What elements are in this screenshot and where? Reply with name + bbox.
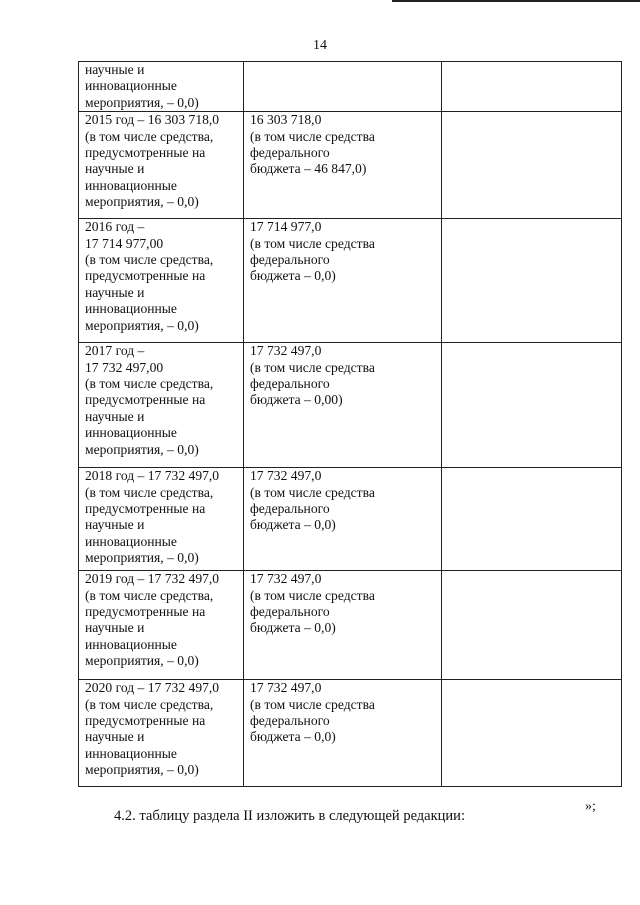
cell-total-funding: 2016 год – 17 714 977,00 (в том числе средства, предусмотренные на научные и инновационные мероприятия, – 0,0) xyxy=(79,219,244,343)
cell-federal-funding: 17 732 497,0 (в том числе средства федерального бюджета – 0,0) xyxy=(244,468,442,571)
cell-total-funding: 2017 год – 17 732 497,00 (в том числе средства, предусмотренные на научные и инновационные мероприятия, – 0,0) xyxy=(79,343,244,468)
table-row xyxy=(79,343,622,468)
top-edge-line xyxy=(392,0,640,2)
table-row xyxy=(79,219,622,343)
instruction-paragraph: 4.2. таблицу раздела II изложить в следующей редакции: xyxy=(114,808,465,824)
cell-federal-funding: 17 732 497,0 (в том числе средства федерального бюджета – 0,00) xyxy=(244,343,442,468)
cell-federal-funding: 17 714 977,0 (в том числе средства федерального бюджета – 0,0) xyxy=(244,219,442,343)
table-row xyxy=(79,680,622,787)
cell-empty xyxy=(442,571,622,680)
table-row xyxy=(79,112,622,219)
cell-empty xyxy=(442,343,622,468)
cell-federal-funding: 16 303 718,0 (в том числе средства федерального бюджета – 46 847,0) xyxy=(244,112,442,219)
cell-total-funding: 2018 год – 17 732 497,0 (в том числе средства, предусмотренные на научные и инновационные мероприятия, – 0,0) xyxy=(79,468,244,571)
cell-federal-funding: 17 732 497,0 (в том числе средства федерального бюджета – 0,0) xyxy=(244,571,442,680)
table-row xyxy=(79,62,622,112)
cell-empty xyxy=(442,468,622,571)
cell-empty xyxy=(442,219,622,343)
cell-total-funding: 2019 год – 17 732 497,0 (в том числе средства, предусмотренные на научные и инновационные мероприятия, – 0,0) xyxy=(79,571,244,680)
cell-total-funding: 2015 год – 16 303 718,0 (в том числе средства, предусмотренные на научные и инновационные мероприятия, – 0,0) xyxy=(79,112,244,219)
table-row xyxy=(79,468,622,571)
cell-total-funding: научные и инновационные мероприятия, – 0,0) xyxy=(79,62,244,112)
cell-federal-funding: 17 732 497,0 (в том числе средства федерального бюджета – 0,0) xyxy=(244,680,442,787)
page-number: 14 xyxy=(313,38,327,53)
closing-quote-mark: »; xyxy=(585,799,596,814)
cell-federal-funding xyxy=(244,62,442,112)
cell-empty xyxy=(442,112,622,219)
cell-empty xyxy=(442,62,622,112)
cell-total-funding: 2020 год – 17 732 497,0 (в том числе средства, предусмотренные на научные и инновационные мероприятия, – 0,0) xyxy=(79,680,244,787)
cell-empty xyxy=(442,680,622,787)
funding-table xyxy=(78,61,622,787)
table-row xyxy=(79,571,622,680)
